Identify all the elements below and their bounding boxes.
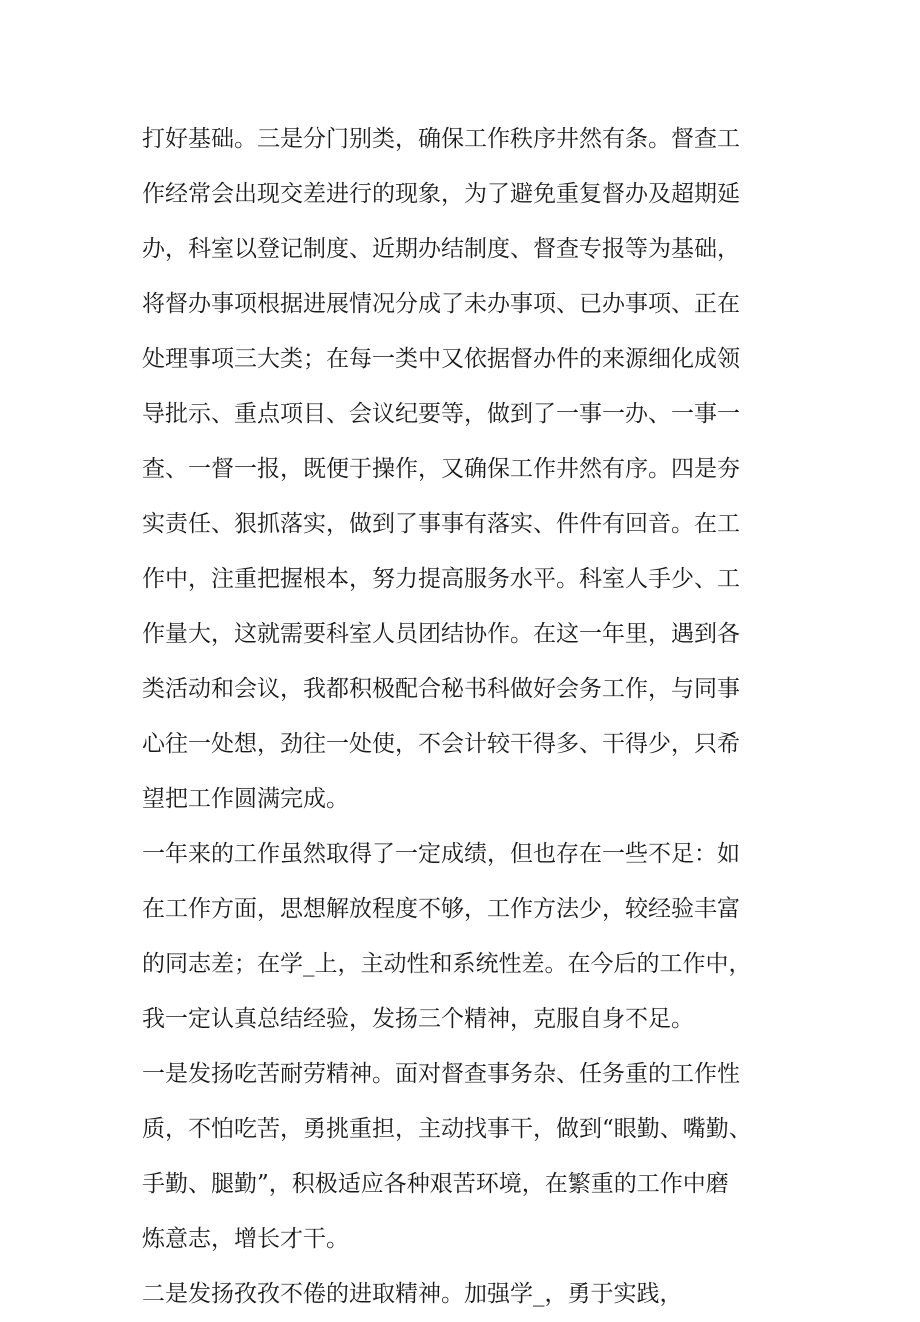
text-line: 作量大，这就需要科室人员团结协作。在这一年里，遇到各 [142, 621, 740, 647]
text-line: 将督办事项根据进展情况分成了未办事项、已办事项、正在 [142, 291, 740, 317]
text-line: 处理事项三大类；在每一类中又依据督办件的来源细化成领 [142, 346, 740, 372]
text-line: 我一定认真总结经验，发扬三个精神，克服自身不足。 [142, 1006, 694, 1032]
text-line: 望把工作圆满完成。 [142, 786, 349, 812]
text-line: 二是发扬孜孜不倦的进取精神。加强学_，勇于实践， [142, 1281, 683, 1307]
text-line: 打好基础。三是分门别类，确保工作秩序井然有条。督查工 [142, 126, 740, 152]
body-text [142, 112, 792, 1322]
text-line: 的同志差；在学_上，主动性和系统性差。在今后的工作中， [142, 951, 752, 977]
text-line: 在工作方面，思想解放程度不够，工作方法少，较经验丰富 [142, 896, 740, 922]
text-line: 手勤、腿勤”，积极适应各种艰苦环境，在繁重的工作中磨 [142, 1171, 729, 1197]
text-line: 办，科室以登记制度、近期办结制度、督查专报等为基础， [142, 236, 740, 262]
text-line: 炼意志，增长才干。 [142, 1226, 349, 1252]
text-line: 实责任、狠抓落实，做到了事事有落实、件件有回音。在工 [142, 511, 740, 537]
text-line: 一年来的工作虽然取得了一定成绩，但也存在一些不足：如 [142, 841, 740, 867]
text-line: 查、一督一报，既便于操作，又确保工作井然有序。四是夯 [142, 456, 740, 482]
text-line: 类活动和会议，我都积极配合秘书科做好会务工作，与同事 [142, 676, 740, 702]
text-line: 质，不怕吃苦，勇挑重担，主动找事干，做到“眼勤、嘴勤、 [142, 1116, 752, 1142]
text-line: 导批示、重点项目、会议纪要等，做到了一事一办、一事一 [142, 401, 740, 427]
text-line: 一是发扬吃苦耐劳精神。面对督查事务杂、任务重的工作性 [142, 1061, 740, 1087]
text-line: 心往一处想，劲往一处使，不会计较干得多、干得少，只希 [142, 731, 740, 757]
text-line: 作中，注重把握根本，努力提高服务水平。科室人手少、工 [142, 566, 740, 592]
text-line: 作经常会出现交差进行的现象，为了避免重复督办及超期延 [142, 181, 740, 207]
